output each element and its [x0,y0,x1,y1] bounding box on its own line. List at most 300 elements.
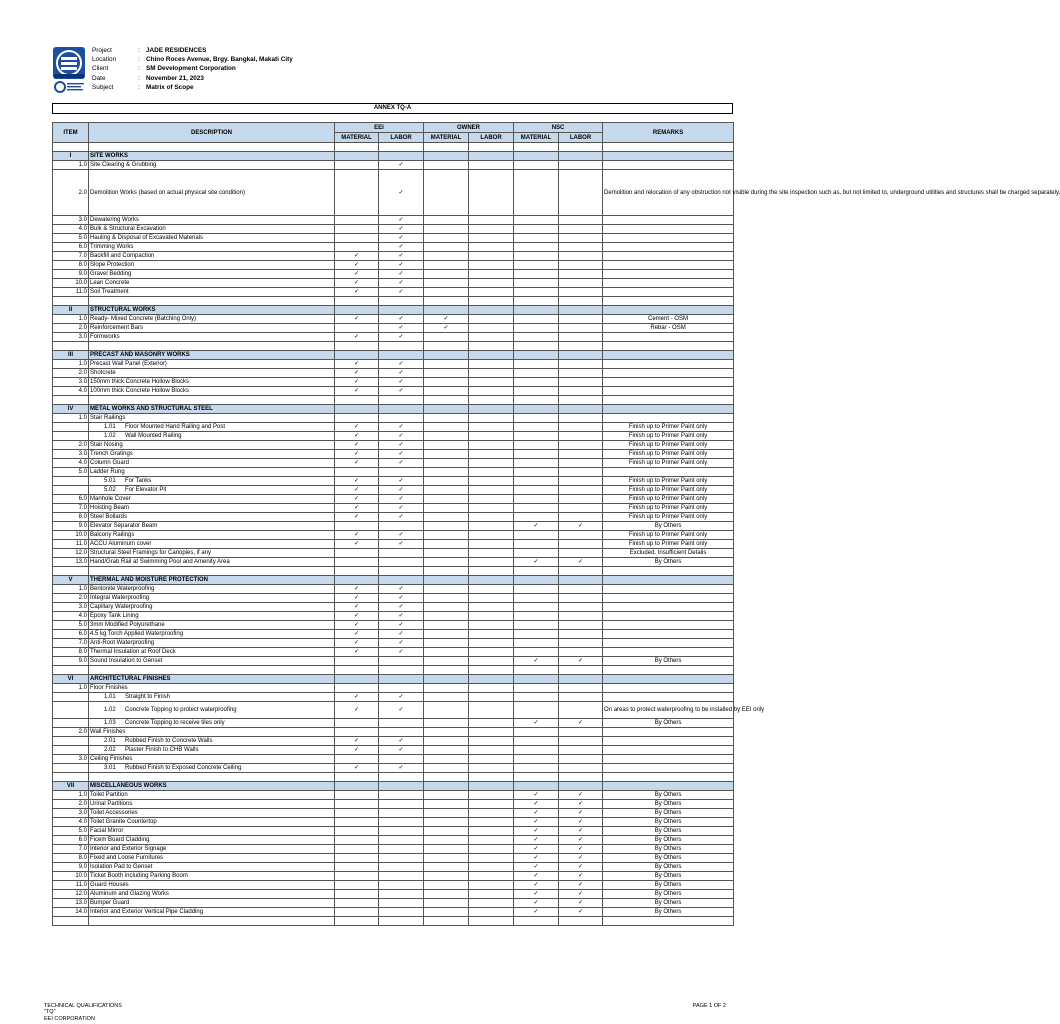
owner-material-cell [424,585,469,594]
owner-labor-cell [469,630,514,639]
check-icon: ✓ [398,747,404,753]
table-row [53,737,734,746]
eei-labor-cell [379,270,424,279]
nsc-labor-cell [559,360,603,369]
owner-labor-cell [469,666,514,675]
eei-labor-cell [379,719,424,728]
item-description: Ready- Mixed Concrete (Batching Only) [89,315,335,324]
sub-item [90,737,212,745]
owner-labor-cell [469,369,514,378]
item-description: 100mm thick Concrete Hollow Blocks [89,387,335,396]
check-icon: ✓ [353,280,360,286]
check-icon: ✓ [398,514,404,520]
sub-item-number: 2.02 [104,747,116,753]
owner-labor-cell [469,315,514,324]
nsc-labor-cell [559,450,603,459]
remarks-cell: Finish up to Primer Paint only [603,477,734,486]
check-icon: ✓ [398,707,404,713]
nsc-labor-cell [559,270,603,279]
nsc-material-cell [514,342,559,351]
nsc-material-cell [514,809,559,818]
info-colon: : [138,56,140,64]
sub-item-number: 3.01 [104,765,116,771]
nsc-material-cell [514,432,559,441]
owner-material-cell [424,333,469,342]
nsc-material-cell [514,288,559,297]
eei-labor-cell [379,764,424,773]
eei-labor-cell [379,585,424,594]
nsc-labor-cell [559,854,603,863]
nsc-labor-cell [559,261,603,270]
owner-material-cell [424,845,469,854]
eei-labor-cell [379,872,424,881]
sub-item-number: 2.01 [104,738,116,744]
remarks-cell: Finish up to Primer Paint only [603,459,734,468]
check-icon: ✓ [398,738,404,744]
eei-material-cell [335,432,379,441]
eei-material-cell [335,486,379,495]
eei-labor-cell [379,261,424,270]
check-icon: ✓ [353,738,360,744]
table-row [53,639,734,648]
nsc-labor-cell [559,899,603,908]
item-description: THERMAL AND MOISTURE PROTECTION [89,576,335,585]
table-row [53,702,734,719]
check-icon: ✓ [353,451,360,457]
check-icon: ✓ [353,388,360,394]
matrix-body [53,143,1060,926]
remarks-cell [603,594,734,603]
eei-labor-cell [379,603,424,612]
owner-labor-cell [469,540,514,549]
item-number: 1.0 [53,414,89,423]
eei-labor-cell [379,225,424,234]
owner-labor-cell [469,854,514,863]
nsc-material-cell [514,216,559,225]
check-icon: ✓ [533,801,539,807]
nsc-material-cell [514,531,559,540]
item-number: II [53,306,89,315]
table-row [53,216,734,225]
check-icon: ✓ [353,595,360,601]
nsc-labor-cell [559,324,603,333]
nsc-labor-cell [559,702,603,719]
eei-material-cell [335,890,379,899]
owner-labor-cell [469,549,514,558]
item-number [53,917,89,926]
check-icon: ✓ [533,873,539,879]
eei-labor-cell [379,243,424,252]
check-icon: ✓ [353,460,360,466]
nsc-labor-cell [559,827,603,836]
item-description: Bulk & Structural Excavation [89,225,335,234]
nsc-labor-cell [559,279,603,288]
nsc-labor-cell [559,549,603,558]
col-group-nsc: NSC [514,123,603,133]
item-number: 1.0 [53,161,89,170]
item-number: 11.0 [53,881,89,890]
item-number: 9.0 [53,863,89,872]
eei-material-cell [335,917,379,926]
item-number: 4.0 [53,459,89,468]
nsc-material-cell [514,486,559,495]
check-icon: ✓ [578,828,584,834]
remarks-cell: By Others [603,827,734,836]
remarks-cell [603,378,734,387]
eei-material-cell [335,791,379,800]
item-description: Toilet Partition [89,791,335,800]
item-description: ARCHITECTURAL FINISHES [89,675,335,684]
table-row [53,881,734,890]
eei-material-cell [335,378,379,387]
col-nsc-labor: LABOR [559,133,603,143]
eei-material-cell [335,728,379,737]
check-icon: ✓ [533,882,539,888]
eei-material-cell [335,468,379,477]
item-description: Fixed and Loose Furnitures [89,854,335,863]
check-icon: ✓ [353,370,360,376]
owner-labor-cell [469,306,514,315]
owner-labor-cell [469,684,514,693]
owner-material-cell [424,791,469,800]
sub-item-number: 1.01 [104,694,116,700]
check-icon: ✓ [533,720,539,726]
owner-labor-cell [469,863,514,872]
eei-material-cell [335,549,379,558]
table-row [53,261,734,270]
table-row [53,836,734,845]
eei-labor-cell [379,432,424,441]
owner-material-cell [424,576,469,585]
table-row [53,324,734,333]
eei-labor-cell [379,143,424,152]
item-description: Lean Concrete [89,279,335,288]
item-description [89,693,335,702]
project-row [92,46,293,55]
eei-material-cell [335,288,379,297]
sub-item-description: Concrete Topping to receive tiles only [125,720,225,726]
table-row [53,684,734,693]
nsc-labor-cell [559,396,603,405]
check-icon: ✓ [398,442,404,448]
check-icon: ✓ [533,864,539,870]
owner-material-cell [424,702,469,719]
nsc-labor-cell [559,234,603,243]
nsc-labor-cell [559,755,603,764]
eei-labor-cell [379,818,424,827]
owner-material-cell [424,630,469,639]
table-row [53,594,734,603]
eei-labor-cell [379,351,424,360]
item-description: Shotcrete [89,369,335,378]
item-number: 4.0 [53,387,89,396]
remarks-cell: Finish up to Primer Paint only [603,450,734,459]
check-icon: ✓ [353,334,360,340]
check-icon: ✓ [398,361,404,367]
table-row [53,540,734,549]
eei-labor-cell [379,836,424,845]
table-row [53,648,734,657]
owner-labor-cell [469,827,514,836]
item-number: 8.0 [53,513,89,522]
blank-row [53,917,734,926]
owner-material-cell [424,143,469,152]
nsc-labor-cell [559,603,603,612]
check-icon: ✓ [398,244,404,250]
owner-material-cell [424,288,469,297]
item-number [53,737,89,746]
eei-labor-cell [379,675,424,684]
check-icon: ✓ [578,855,584,861]
item-number: 12.0 [53,890,89,899]
eei-material-cell [335,818,379,827]
nsc-labor-cell [559,459,603,468]
remarks-cell: By Others [603,809,734,818]
owner-labor-cell [469,504,514,513]
table-row [53,432,734,441]
item-description: Integral Waterproofing [89,594,335,603]
info-label: Subject [92,83,114,91]
item-number [53,432,89,441]
check-icon: ✓ [353,487,360,493]
item-number [53,719,89,728]
item-description: Epoxy Tank Lining [89,612,335,621]
nsc-material-cell [514,234,559,243]
remarks-cell: By Others [603,908,734,917]
table-row [53,549,734,558]
item-number: 6.0 [53,495,89,504]
remarks-cell [603,603,734,612]
owner-labor-cell [469,459,514,468]
eei-material-cell [335,531,379,540]
info-value: JADE RESIDENCES [146,47,207,54]
nsc-material-cell [514,369,559,378]
info-label: Location [92,56,117,64]
owner-material-cell [424,728,469,737]
owner-labor-cell [469,143,514,152]
item-description: Hoisting Beam [89,504,335,513]
eei-labor-cell [379,549,424,558]
col-eei-material: MATERIAL [335,133,379,143]
remarks-cell: By Others [603,872,734,881]
eei-material-cell [335,152,379,161]
owner-material-cell [424,261,469,270]
check-icon: ✓ [353,478,360,484]
eei-labor-cell [379,234,424,243]
item-description [89,773,335,782]
item-description: Interior and Exterior Signage [89,845,335,854]
section-row [53,306,734,315]
owner-material-cell [424,684,469,693]
owner-material-cell [424,378,469,387]
eei-material-cell [335,351,379,360]
owner-labor-cell [469,908,514,917]
owner-material-cell [424,324,469,333]
nsc-labor-cell [559,764,603,773]
check-icon: ✓ [398,622,404,628]
col-group-eei: EEI [335,123,424,133]
item-number: 7.0 [53,252,89,261]
nsc-material-cell [514,252,559,261]
eei-labor-cell [379,423,424,432]
eei-labor-cell [379,854,424,863]
owner-labor-cell [469,558,514,567]
nsc-material-cell [514,657,559,666]
nsc-material-cell [514,782,559,791]
table-row [53,845,734,854]
item-number: VII [53,782,89,791]
check-icon: ✓ [578,810,584,816]
check-icon: ✓ [533,792,539,798]
remarks-cell [603,152,734,161]
eei-labor-cell [379,504,424,513]
footer-line: TECHNICAL QUALIFICATIONS [44,1003,122,1009]
check-icon: ✓ [398,334,404,340]
blank-row [53,666,734,675]
check-icon: ✓ [398,460,404,466]
owner-labor-cell [469,612,514,621]
check-icon: ✓ [578,837,584,843]
col-item: ITEM [53,123,89,143]
check-icon: ✓ [398,433,404,439]
info-colon: : [138,83,140,91]
check-icon: ✓ [398,694,404,700]
check-icon: ✓ [578,792,584,798]
owner-labor-cell [469,360,514,369]
remarks-cell: By Others [603,881,734,890]
table-row [53,170,734,216]
eei-labor-cell [379,612,424,621]
eei-labor-cell [379,522,424,531]
remarks-cell [603,468,734,477]
eei-material-cell [335,441,379,450]
owner-material-cell [424,387,469,396]
eei-labor-cell [379,161,424,170]
owner-labor-cell [469,477,514,486]
owner-material-cell [424,405,469,414]
eei-labor-cell [379,486,424,495]
eei-material-cell [335,243,379,252]
eei-labor-cell [379,396,424,405]
eei-material-cell [335,908,379,917]
owner-labor-cell [469,657,514,666]
remarks-cell [603,225,734,234]
check-icon: ✓ [353,262,360,268]
table-row [53,585,734,594]
item-number [53,746,89,755]
nsc-material-cell [514,152,559,161]
remarks-cell: Finish up to Primer Paint only [603,423,734,432]
col-owner-labor: LABOR [469,133,514,143]
project-info [92,46,293,92]
check-icon: ✓ [533,891,539,897]
item-number: 7.0 [53,639,89,648]
eei-material-cell [335,827,379,836]
check-icon: ✓ [398,226,404,232]
sub-item [90,423,225,431]
item-description: STRUCTURAL WORKS [89,306,335,315]
table-row [53,504,734,513]
info-colon: : [138,74,140,82]
remarks-cell: By Others [603,818,734,827]
eei-material-cell [335,558,379,567]
check-icon: ✓ [398,586,404,592]
eei-labor-cell [379,378,424,387]
eei-labor-cell [379,315,424,324]
eei-material-cell [335,836,379,845]
item-description: Isolation Pad to Genset [89,863,335,872]
check-icon: ✓ [398,388,404,394]
check-icon: ✓ [398,505,404,511]
eei-labor-cell [379,297,424,306]
nsc-material-cell [514,540,559,549]
owner-material-cell [424,827,469,836]
eei-labor-cell [379,908,424,917]
owner-material-cell [424,648,469,657]
check-icon: ✓ [398,613,404,619]
item-description: Gravel Bedding [89,270,335,279]
remarks-cell [603,270,734,279]
remarks-cell [603,567,734,576]
nsc-material-cell [514,495,559,504]
sub-item-description: For Tanks [125,478,152,484]
item-number: 9.0 [53,522,89,531]
nsc-labor-cell [559,719,603,728]
nsc-labor-cell [559,845,603,854]
item-description: Slope Protection [89,261,335,270]
owner-labor-cell [469,702,514,719]
item-description: Bumper Guard [89,899,335,908]
table-row [53,890,734,899]
nsc-labor-cell [559,621,603,630]
eei-material-cell [335,225,379,234]
owner-labor-cell [469,845,514,854]
table-row [53,531,734,540]
item-number [53,342,89,351]
owner-labor-cell [469,531,514,540]
check-icon: ✓ [533,855,539,861]
check-icon: ✓ [398,541,404,547]
check-icon: ✓ [353,424,360,430]
item-number: 1.0 [53,315,89,324]
owner-labor-cell [469,252,514,261]
table-row [53,270,734,279]
owner-material-cell [424,152,469,161]
item-description: Elevator Separator Beam [89,522,335,531]
eei-labor-cell [379,666,424,675]
footer-left [44,1003,122,1022]
owner-material-cell [424,414,469,423]
check-icon: ✓ [353,649,360,655]
eei-material-cell [335,872,379,881]
section-row [53,351,734,360]
nsc-labor-cell [559,216,603,225]
eei-material-cell [335,594,379,603]
info-colon: : [138,47,140,54]
item-number: 4.0 [53,225,89,234]
remarks-cell [603,414,734,423]
nsc-material-cell [514,666,559,675]
owner-labor-cell [469,773,514,782]
nsc-material-cell [514,414,559,423]
nsc-material-cell [514,648,559,657]
check-icon: ✓ [533,810,539,816]
owner-material-cell [424,342,469,351]
check-icon: ✓ [578,900,584,906]
remarks-cell: Rebar - OSM [603,324,734,333]
eei-material-cell [335,261,379,270]
check-icon: ✓ [353,707,360,713]
